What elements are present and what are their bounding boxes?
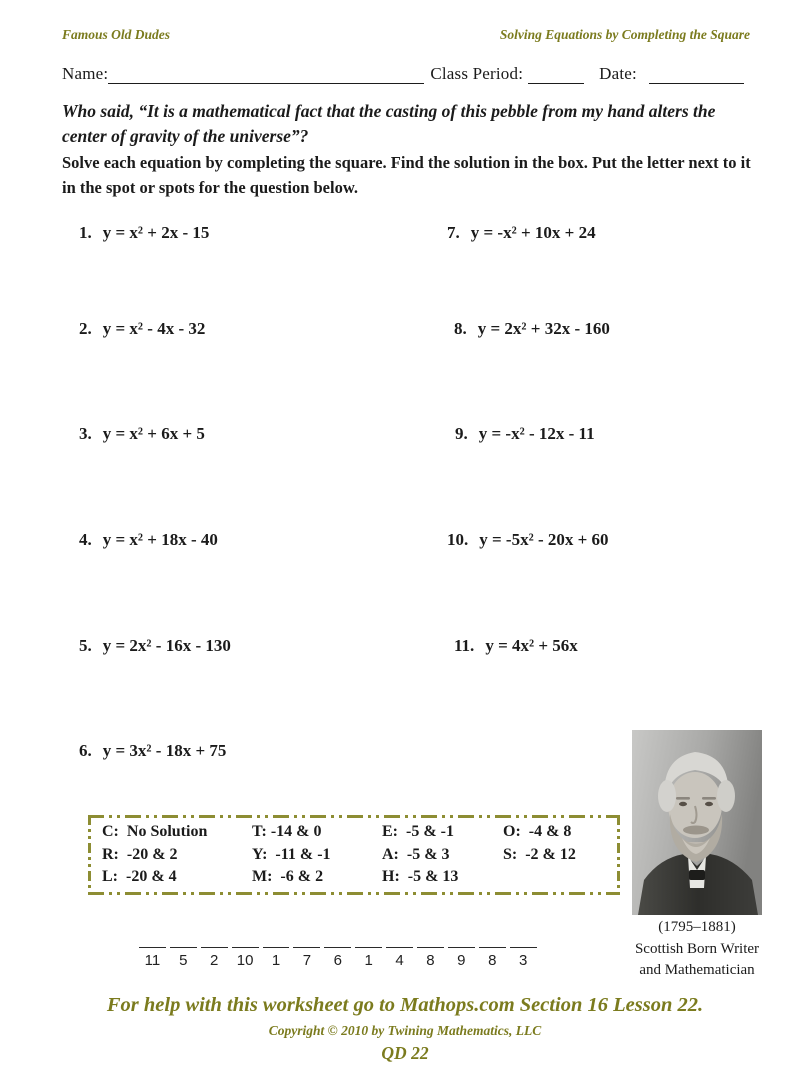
problem-9-equation: y = -x² - 12x - 11 xyxy=(478,424,595,443)
problem-6 xyxy=(62,721,226,781)
problem-1-equation: y = x² + 2x - 15 xyxy=(102,223,210,242)
blank-line xyxy=(386,947,413,948)
problem-11-equation: y = 4x² + 56x xyxy=(485,636,578,655)
blank-line xyxy=(417,947,444,948)
problem-10-equation: y = -5x² - 20x + 60 xyxy=(479,530,609,549)
name-field[interactable] xyxy=(108,68,424,84)
solution-entry: O: -4 & 8 xyxy=(503,823,572,840)
blank-number: 1 xyxy=(271,952,281,969)
problem-3-number: 3. xyxy=(79,424,92,443)
problem-4-equation: y = x² + 18x - 40 xyxy=(102,530,218,549)
blank-number: 3 xyxy=(518,952,528,969)
quote-question: Who said, “It is a mathematical fact that the casting of this pebble from my hand alters the center of gravity of the universe”? xyxy=(62,101,716,146)
class-period-field[interactable] xyxy=(528,68,584,84)
blank-number: 8 xyxy=(488,952,497,969)
problem-10 xyxy=(430,510,609,570)
solution-entry: R: -20 & 2 xyxy=(102,845,178,863)
answer-blank[interactable] xyxy=(170,947,197,969)
footer-worksheet-code: QD 22 xyxy=(381,1043,429,1063)
name-label: Name: xyxy=(62,64,109,83)
portrait-caption xyxy=(602,917,792,982)
worksheet-series-title: Famous Old Dudes xyxy=(62,27,171,42)
portrait-photo xyxy=(632,730,762,915)
blank-number: 8 xyxy=(426,952,435,969)
problem-9 xyxy=(438,404,595,464)
class-period-label: Class Period: xyxy=(430,64,524,83)
solution-entry: A: -5 & 3 xyxy=(382,845,450,863)
problem-2-number: 2. xyxy=(79,319,92,338)
answer-blank[interactable] xyxy=(448,947,475,969)
blank-line xyxy=(232,947,259,948)
answer-blank[interactable] xyxy=(386,947,413,969)
date-label: Date: xyxy=(599,64,637,83)
blank-line xyxy=(139,947,166,948)
answer-blank[interactable] xyxy=(324,947,351,969)
answer-blank[interactable] xyxy=(139,947,166,969)
problem-9-number: 9. xyxy=(455,424,468,443)
blank-line xyxy=(293,947,320,948)
problem-8 xyxy=(437,299,610,359)
solution-box-border-bottom xyxy=(88,892,620,895)
blank-line xyxy=(448,947,475,948)
problem-10-number: 10. xyxy=(447,530,469,549)
instructions: Solve each equation by completing the square. Find the solution in the box. Put the letter next to it in the spot or spots for the question below. xyxy=(62,153,751,197)
answer-blank[interactable] xyxy=(417,947,444,969)
problem-4-number: 4. xyxy=(79,530,92,549)
problem-11 xyxy=(437,616,578,676)
solution-entry: L: -20 & 4 xyxy=(102,868,177,885)
problem-7-equation: y = -x² + 10x + 24 xyxy=(470,223,596,242)
footer-copyright: Copyright © 2010 by Twining Mathematics, LLC xyxy=(268,1023,542,1038)
footer-help-text: For help with this worksheet go to Mathops.com Section 16 Lesson 22. xyxy=(106,994,704,1016)
problem-3-equation: y = x² + 6x + 5 xyxy=(102,424,205,443)
portrait-description-line1: Scottish Born Writer xyxy=(634,940,760,957)
problem-8-number: 8. xyxy=(454,319,467,338)
answer-blank[interactable] xyxy=(201,947,228,969)
solution-box xyxy=(88,815,620,895)
problem-6-equation: y = 3x² - 18x + 75 xyxy=(102,741,227,760)
answer-blank[interactable] xyxy=(479,947,506,969)
blank-number: 2 xyxy=(210,952,219,969)
problem-2 xyxy=(62,299,205,359)
blank-line xyxy=(510,947,537,948)
solution-box-border-top xyxy=(88,815,620,818)
blank-number: 9 xyxy=(457,952,466,969)
solution-box-border-left xyxy=(88,815,91,895)
solution-entry: Y: -11 & -1 xyxy=(252,845,331,863)
problem-5 xyxy=(62,616,231,676)
answer-blank[interactable] xyxy=(263,947,290,969)
blank-number: 1 xyxy=(364,952,373,969)
problem-11-number: 11. xyxy=(454,636,475,655)
answer-blank[interactable] xyxy=(510,947,537,969)
answer-blank[interactable] xyxy=(355,947,382,969)
blank-number: 10 xyxy=(236,952,254,969)
blank-line xyxy=(201,947,228,948)
date-field[interactable] xyxy=(649,68,744,84)
solution-entry: S: -2 & 12 xyxy=(503,845,576,863)
problem-6-number: 6. xyxy=(79,741,92,760)
solution-box-border-right xyxy=(617,815,620,895)
problem-7 xyxy=(430,203,596,263)
blank-number: 4 xyxy=(395,952,404,969)
portrait-illustration xyxy=(632,730,762,915)
worksheet-topic-title: Solving Equations by Completing the Square xyxy=(499,27,750,42)
student-info-row xyxy=(62,64,754,84)
answer-blanks-row xyxy=(139,947,537,969)
answer-blank[interactable] xyxy=(293,947,320,969)
solution-entry: C: No Solution xyxy=(102,823,208,840)
solution-entry: M: -6 & 2 xyxy=(252,868,324,885)
blank-number: 6 xyxy=(333,952,342,969)
problem-7-number: 7. xyxy=(447,223,460,242)
problem-1 xyxy=(62,203,209,263)
problem-5-number: 5. xyxy=(79,636,92,655)
solution-entry: E: -5 & -1 xyxy=(382,823,454,840)
solution-box-grid xyxy=(102,823,614,891)
blank-line xyxy=(263,947,290,948)
blank-line xyxy=(355,947,382,948)
answer-blank[interactable] xyxy=(232,947,259,969)
solution-entry: T: -14 & 0 xyxy=(252,823,322,840)
portrait-description-line2: and Mathematician xyxy=(639,962,755,978)
blank-line xyxy=(479,947,506,948)
blank-line xyxy=(324,947,351,948)
blank-line xyxy=(170,947,197,948)
portrait-years: (1795–1881) xyxy=(658,919,736,935)
problem-4 xyxy=(62,510,218,570)
solution-entry xyxy=(503,868,614,891)
blank-number: 5 xyxy=(179,952,188,969)
blank-number: 11 xyxy=(144,952,161,969)
problem-2-equation: y = x² - 4x - 32 xyxy=(102,319,206,338)
problem-3 xyxy=(62,404,205,464)
blank-number: 7 xyxy=(302,952,312,969)
problem-5-equation: y = 2x² - 16x - 130 xyxy=(102,636,231,655)
solution-entry: H: -5 & 13 xyxy=(382,868,459,885)
problem-1-number: 1. xyxy=(79,223,92,242)
problem-8-equation: y = 2x² + 32x - 160 xyxy=(477,319,610,338)
